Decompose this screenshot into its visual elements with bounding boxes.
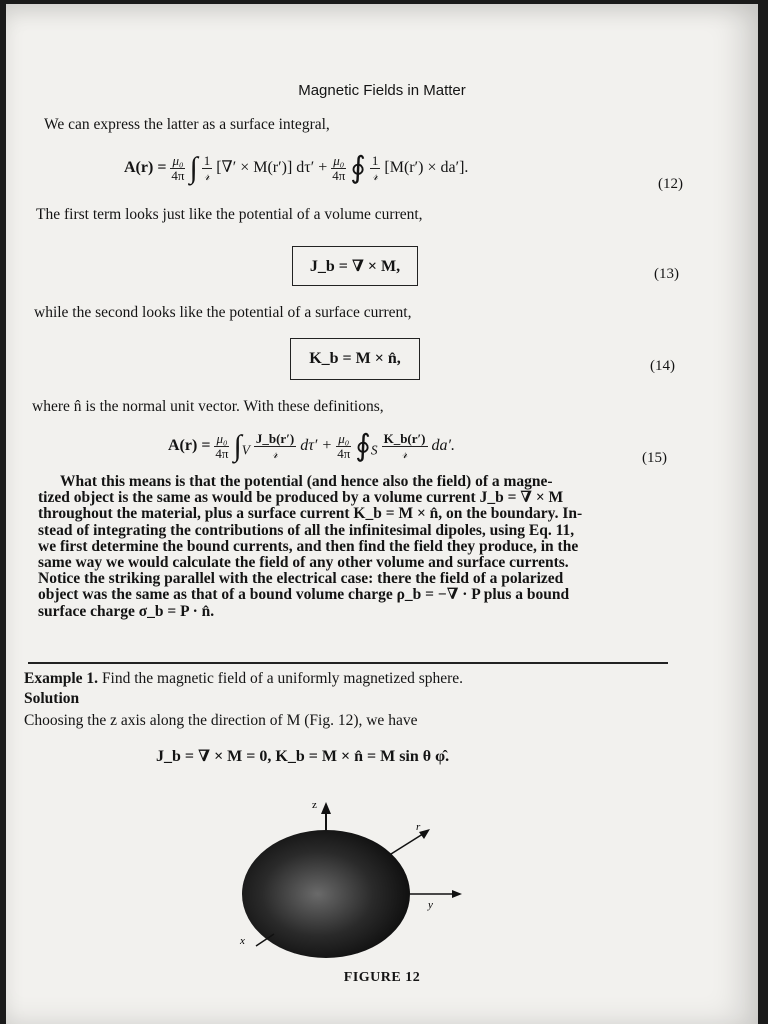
closed-integral-sign-s: ∮ (355, 429, 371, 463)
eq12-coefficient: $\frac{\text{μ₀}}{4\pi}$ (171, 153, 185, 183)
main-paragraph (38, 474, 670, 620)
example-label: Example 1. (24, 670, 99, 687)
example-question: Find the magnetic field of a uniformly magnetized sphere. (101, 670, 464, 687)
eq12-inverse-distance: $\frac{1}{\text{𝓇}}$ (203, 153, 211, 183)
figure-12-sphere-diagram (226, 794, 466, 994)
z-axis-label: z (312, 799, 317, 811)
page-title: Magnetic Fields in Matter (298, 82, 466, 99)
integral-sign-v: ∫ (233, 429, 242, 463)
intro-line: We can express the latter as a surface integral, (44, 116, 330, 133)
paragraph-line: we first determine the bound currents, and then find the field they produce, in the (38, 537, 579, 555)
eq14-number: (14) (650, 358, 675, 374)
example-equation: J_b = ∇ × M = 0, K_b = M × n̂ = M sin θ φ̂. (156, 748, 450, 765)
integral-sign: ∫ (189, 151, 198, 185)
eq12-number: (12) (658, 176, 683, 192)
y-axis-arrowhead (452, 890, 462, 898)
book-page (6, 4, 758, 1024)
eq15-da: da′. (431, 437, 456, 455)
eq12-coefficient-2: $\frac{\text{μ₀}}{4\pi}$ (332, 153, 346, 183)
paragraph-line: same way we would calculate the field of any other volume and surface currents. (38, 554, 569, 572)
eq15-sub-s: S (370, 442, 378, 458)
r-arrowhead (419, 829, 430, 839)
eq12-lhs: A(r) = (124, 159, 167, 177)
eq15-jb-fraction: $\frac{J\_b(r')}{\text{𝓇}}$ (255, 431, 295, 461)
where-line: where n̂ is the normal unit vector. With these definitions, (32, 398, 384, 415)
eq12-volume-term: [∇′ × M(r′)] dτ′ + (216, 159, 328, 177)
paragraph-line: Notice the striking parallel with the electrical case: there the field of a polarized (38, 570, 564, 588)
x-axis-label: x (240, 935, 245, 947)
eq13-number: (13) (654, 266, 679, 282)
solution-line: Choosing the z axis along the direction of M (Fig. 12), we have (24, 712, 418, 729)
paragraph-line: stead of integrating the contributions of all the infinitesimal dipoles, using Eq. 11, (38, 521, 575, 539)
paragraph-line: surface charge σ_b = P · n̂. (38, 602, 215, 620)
second-term-line: while the second looks like the potential of a surface current, (34, 304, 412, 321)
solution-heading: Solution (24, 690, 80, 707)
closed-integral-sign: ∮ (350, 151, 366, 185)
equation-15 (168, 429, 456, 463)
eq15-kb-fraction: $\frac{K\_b(r')}{\text{𝓇}}$ (383, 431, 426, 461)
y-axis-label: y (428, 899, 433, 911)
eq15-dtau: dτ′ + (300, 437, 333, 455)
z-axis-arrowhead (321, 802, 331, 814)
example-heading (24, 670, 463, 687)
paragraph-line: object was the same as that of a bound volume charge ρ_b = −∇ · P plus a bound (38, 586, 570, 604)
section-divider (28, 662, 668, 664)
paragraph-line: tized object is the same as would be produced by a volume current J_b = ∇ × M (38, 489, 564, 507)
eq12-surface-term: [M(r′) × da′]. (384, 159, 469, 177)
equation-14-box: K_b = M × n̂, (290, 338, 420, 380)
equation-13-box: J_b = ∇ × M, (292, 246, 418, 286)
equation-12 (124, 151, 469, 185)
paragraph-line: What this means is that the potential (and hence also the field) of a magne- (60, 473, 553, 490)
paragraph-line: throughout the material, plus a surface current K_b = M × n̂, on the boundary. In- (38, 505, 583, 523)
first-term-line: The first term looks just like the potential of a volume current, (36, 206, 423, 223)
figure-caption: FIGURE 12 (343, 970, 421, 985)
eq15-number: (15) (642, 450, 667, 466)
r-label: r (416, 821, 421, 833)
eq15-sub-v: V (241, 442, 250, 458)
eq15-coefficient: $\frac{\text{μ₀}}{4\pi}$ (215, 431, 229, 461)
eq15-coefficient-2: $\frac{\text{μ₀}}{4\pi}$ (337, 431, 351, 461)
r-vector (391, 832, 426, 854)
eq15-lhs: A(r) = (168, 437, 211, 455)
eq12-inverse-distance-2: $\frac{1}{\text{𝓇}}$ (371, 153, 379, 183)
